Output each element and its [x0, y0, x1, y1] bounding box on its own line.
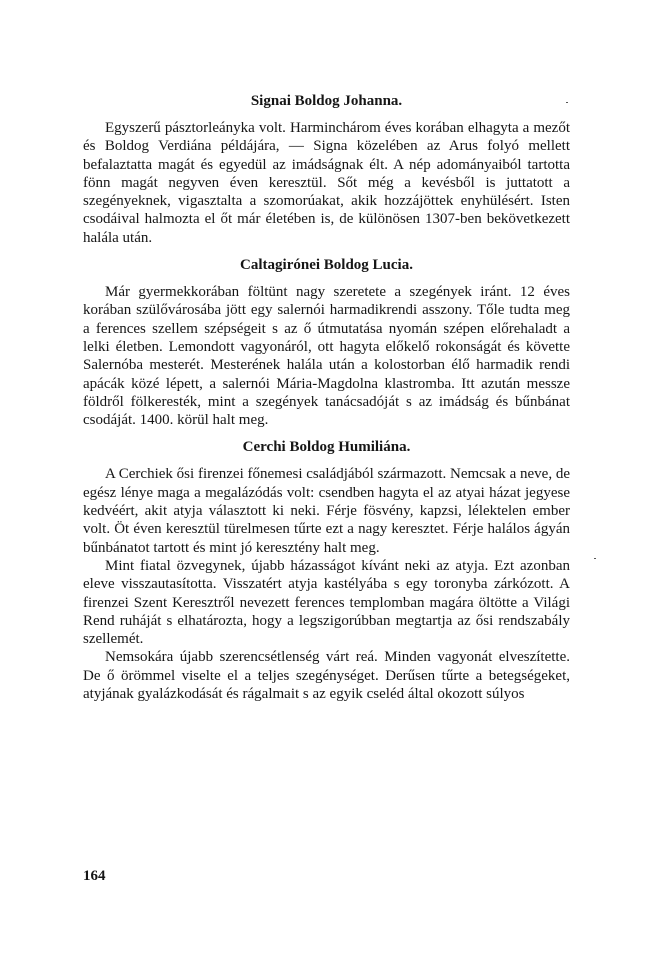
section-caltagironei-lucia	[83, 256, 570, 429]
paragraph: A Cerchiek ősi firenzei főnemesi családjából származott. Nemcsak a neve, de egész lénye maga a megalázódás volt: csendben hagyta el az atyai házat jegyese kedvéért, akit atyja választott ki neki. Férje fösvény, kapzsi, lélektelen ember volt. Öt éven keresztül türelmesen tűrte ezt a nagy keresztet. Férje halálos ágyán bűnbánatot tartott és mint jó keresztény halt meg.	[83, 466, 570, 556]
paragraph: Nemsokára újabb szerencsétlenség várt reá. Minden vagyonát elveszítette. De ő örömmel viselte el a teljes szegénységet. Derűsen tűrte a betegségeket, atyjának gyalázkodását és rágalmait s az egyik cseléd által okozott súlyos	[83, 649, 570, 703]
section-signai-johanna	[83, 92, 570, 247]
paragraph: Egyszerű pásztorleányka volt. Harminchárom éves korában elhagyta a mezőt és Boldog Verdiána példájára, — Signa közelében az Arus folyó mellett befalaztatta magát és egyedül az imádságnak élt. A nép adományaiból tartotta fönn magát negyven éven keresztül. Sőt még a kevésből is juttatott a szegényeknek, vigasztalta a szomorúakat, akik hozzájöttek enyhülésért. Isten csodáival halmozta el őt már életében is, de különösen 1307-ben bekövetkezett halála után.	[83, 120, 570, 246]
page-body	[83, 92, 570, 703]
print-speck	[566, 102, 568, 103]
section-title: Signai Boldog Johanna.	[250, 93, 403, 109]
section-cerchi-humiliana	[83, 438, 570, 703]
paragraph: Mint fiatal özvegynek, újabb házasságot kívánt neki az atyja. Ezt azonban eleve visszautasította. Visszatért atyja kastélyába s egy toronyba zárkózott. A firenzei Szent Keresztről nevezett ferences templomban magára öltötte a Világi Rend ruháját s elhatározta, hogy a legszigorúbban megtartja az ősi rendszabály szellemét.	[83, 557, 570, 648]
section-title: Caltagirónei Boldog Lucia.	[240, 257, 413, 274]
section-title: Cerchi Boldog Humiliána.	[242, 439, 411, 456]
paragraph: Már gyermekkorában föltünt nagy szeretete a szegények iránt. 12 éves korában szülővárosába jött egy salernói harmadikrendi asszony. Tőle tudta meg a ferences szellem szépségeit s az ő útmutatása nyomán szépen előrehaladt a lelki életben. Lemondott vagyonáról, ott hagyta előkelő rokonságát és követte Salernóba mesterét. Mesterének halála után a kolostorban élő harmadik rendi apácák közé lépett, a salernói Mária-Magdolna klastromba. Itt azután messze földről fölkeresték, mint a szegények tanácsadóját s az imádság és bűnbánat csodáját. 1400. körül halt meg.	[83, 284, 570, 429]
page-number: 164	[83, 868, 106, 884]
print-speck	[594, 558, 596, 559]
